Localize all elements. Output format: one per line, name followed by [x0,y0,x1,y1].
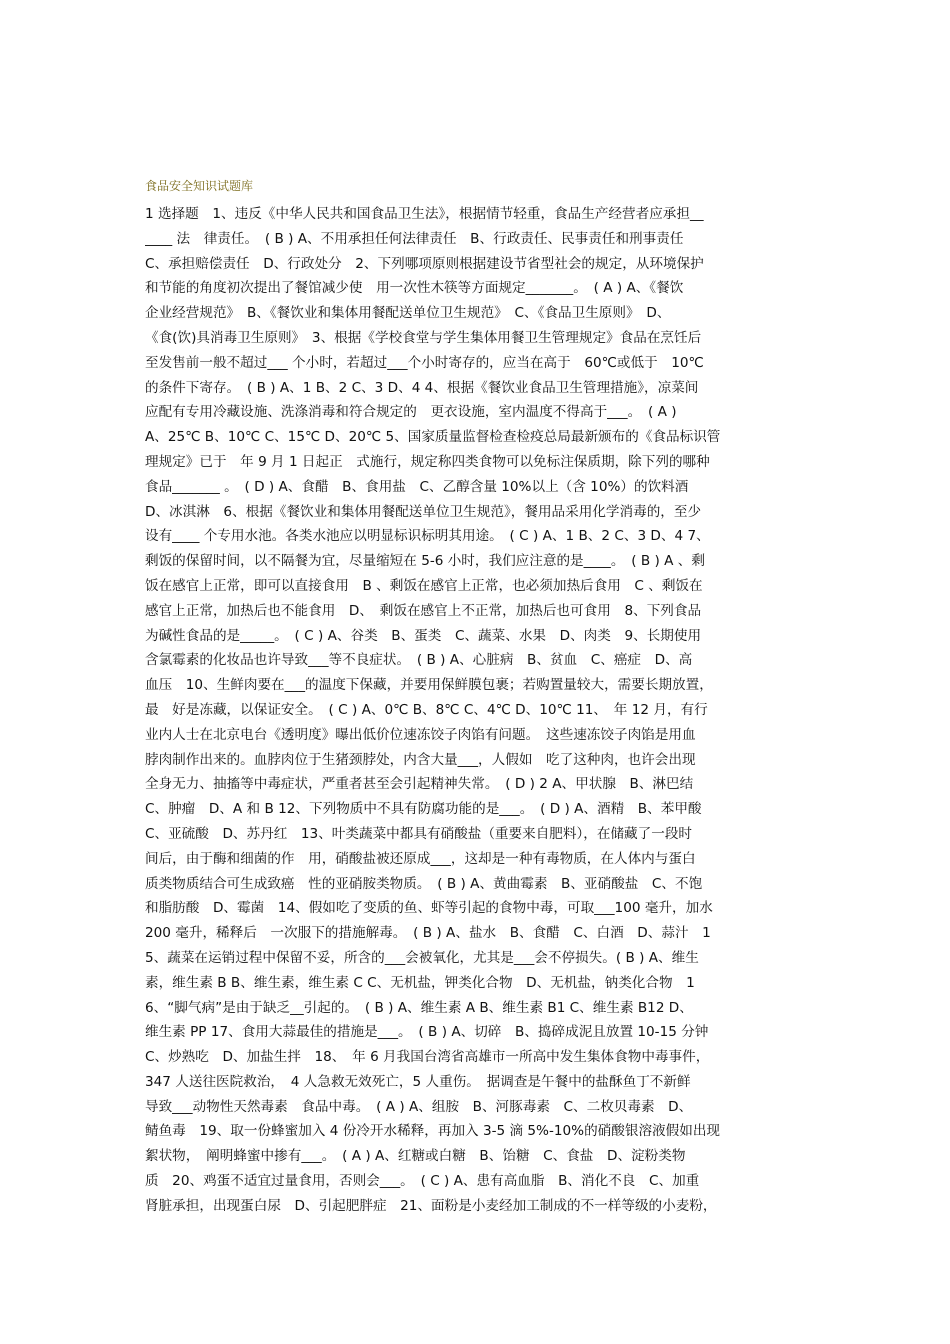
body-line: 肾脏承担，出现蛋白尿 D、引起肥胖症 21、面粉是小麦经加工制成的不一样等级的小麦粉， [145,1197,717,1214]
body-line: 血压 10、生鲜肉要在___的温度下保藏，并要用保鲜膜包裹；若购置量较大，需要长期放置， [145,677,713,694]
body-line: 347 人送往医院救治， 4 人急救无效死亡，5 人重伤。 据调查是午餐中的盐酥鱼丁不新鲜 [145,1073,691,1090]
body-line: 最 好是冻藏，以保证安全。 ( C ) A、0℃ B、8℃ C、4℃ D、10℃ 11、 年 12 月，有行 [145,701,708,718]
body-line: 《食(饮)具消毒卫生原则》 3、根据《学校食堂与学生集体用餐卫生管理规定》食品在烹饪后 [145,329,702,346]
body-line: ____ 法 律责任。 ( B ) A、不用承担任何法律责任 B、行政责任、民事责任和刑事责任 [145,230,684,247]
body-line: 至发售前一般不超过___ 个小时，若超过___个小时寄存的，应当在高于 60℃或低于 10℃ [145,354,704,371]
body-line: 脖肉制作出来的。血脖肉位于生猪颈脖处，内含大量___，人假如 吃了这种肉，也许会出现 [145,751,696,768]
body-line: 6、“脚气病”是由于缺乏__引起的。 ( B ) A、维生素 A B、维生素 B1 C、维生素 B12 D、 [145,999,693,1016]
body-line: 200 毫升，稀释后 一次服下的措施解毒。 ( B ) A、盐水 B、食醋 C、白酒 D、蒜汁 1 [145,925,711,942]
body-line: 设有____ 个专用水池。各类水池应以明显标识标明其用途。 ( C ) A、1 B、2 C、3 D、4 7、 [145,528,710,545]
body-line: 理规定》已于 年 9 月 1 日起正 式施行，规定称四类食物可以免标注保质期，除下列的哪种 [145,453,710,470]
body-line: 全身无力、抽搐等中毒症状，严重者甚至会引起精神失常。 ( D ) 2 A、甲状腺 B、淋巴结 [145,776,694,793]
body-line: 感官上正常，加热后也不能食用 D、 剩饭在感官上不正常，加热后也可食用 8、下列食品 [145,602,702,619]
body-line: 素，维生素 B B、维生素，维生素 C C、无机盐，钾类化合物 D、无机盐，钠类化合物 1 [145,974,695,991]
body-line: 5、蔬菜在运销过程中保留不妥，所含的___会被氧化，尤其是___会不停损失。( B ) A、维生 [145,949,699,966]
body-line: 絮状物， 阐明蜂蜜中掺有___。 ( A ) A、红糖或白糖 B、饴糖 C、食盐 D、淀粉类物 [145,1148,686,1165]
body-line: 应配有专用冷藏设施、洗涤消毒和符合规定的 更衣设施，室内温度不得高于___。 ( A ) [145,404,677,421]
body-line: 食品_______ 。 ( D ) A、食醋 B、食用盐 C、乙醇含量 10%以上（含 10%）的饮料酒 [145,478,689,495]
body-line: 鲭鱼毒 19、取一份蜂蜜加入 4 份冷开水稀释，再加入 3-5 滴 5%-10%的硝酸银溶液假如出现 [145,1123,721,1140]
body-line: 质 20、鸡蛋不适宜过量食用，否则会___。 ( C ) A、患有高血脂 B、消化不良 C、加重 [145,1173,700,1190]
body-line: 企业经营规范》 B、《餐饮业和集体用餐配送单位卫生规范》 C、《食品卫生原则》 D、 [145,305,671,322]
body-line: 含氯霉素的化妆品也许导致___等不良症状。 ( B ) A、心脏病 B、贫血 C、癌症 D、高 [145,652,693,669]
body-line: C、肿瘤 D、A 和 B 12、下列物质中不具有防腐功能的是___。 ( D ) A、酒精 B、苯甲酸 [145,801,702,818]
body-line: C、炒熟吃 D、加盐生拌 18、 年 6 月我国台湾省高雄市一所高中发生集体食物中毒事件， [145,1049,710,1066]
body-line: C、承担赔偿责任 D、行政处分 2、下列哪项原则根据建设节省型社会的规定，从环境保护 [145,255,704,272]
body-line: D、冰淇淋 6、根据《餐饮业和集体用餐配送单位卫生规范》，餐用品采用化学消毒的，至少 [145,503,702,520]
document-title: 食品安全知识试题库 [145,179,254,193]
body-line: 间后，由于酶和细菌的作 用，硝酸盐被还原成___，这却是一种有毒物质，在人体内与蛋白 [145,850,696,867]
body-line: A、25℃ B、10℃ C、15℃ D、20℃ 5、国家质量监督检查检疫总局最新颁布的《食品标识管 [145,429,721,446]
body-line: 剩饭的保留时间，以不隔餐为宜，尽量缩短在 5-6 小时，我们应注意的是____。 ( B ) A 、剩 [145,553,705,570]
body-line: C、亚硫酸 D、苏丹红 13、叶类蔬菜中都具有硝酸盐（重要来自肥料），在储藏了一段时 [145,825,693,842]
body-line: 和节能的角度初次提出了餐馆减少使 用一次性木筷等方面规定_______。 ( A ) A、《餐饮 [145,280,684,297]
body-line: 业内人士在北京电台《透明度》曝出低价位速冻饺子肉馅有问题。 这些速冻饺子肉馅是用血 [145,726,696,743]
body-line: 质类物质结合可生成致癌 性的亚硝胺类物质。 ( B ) A、黄曲霉素 B、亚硝酸盐 C、不饱 [145,875,703,892]
body-line: 和脂肪酸 D、霉菌 14、假如吃了变质的鱼、虾等引起的食物中毒，可取___100 毫升，加水 [145,900,713,917]
body-line: 的条件下寄存。 ( B ) A、1 B、2 C、3 D、4 4、根据《餐饮业食品卫生管理措施》，凉菜间 [145,379,699,396]
document-body [145,202,811,1219]
body-line: 导致___动物性天然毒素 食品中毒。 ( A ) A、组胺 B、河豚毒素 C、二枚贝毒素 D、 [145,1098,693,1115]
body-line: 维生素 PP 17、食用大蒜最佳的措施是___。 ( B ) A、切碎 B、捣碎成泥且放置 10-15 分钟 [145,1024,709,1041]
body-line: 饭在感官上正常，即可以直接食用 B 、剩饭在感官上正常，也必须加热后食用 C 、剩饭在 [145,577,703,594]
body-line: 1 选择题 1、违反《中华人民共和国食品卫生法》，根据情节轻重，食品生产经营者应承担__ [145,206,704,222]
body-line: 为碱性食品的是_____。 ( C ) A、谷类 B、蛋类 C、蔬菜、水果 D、肉类 9、长期使用 [145,627,702,644]
